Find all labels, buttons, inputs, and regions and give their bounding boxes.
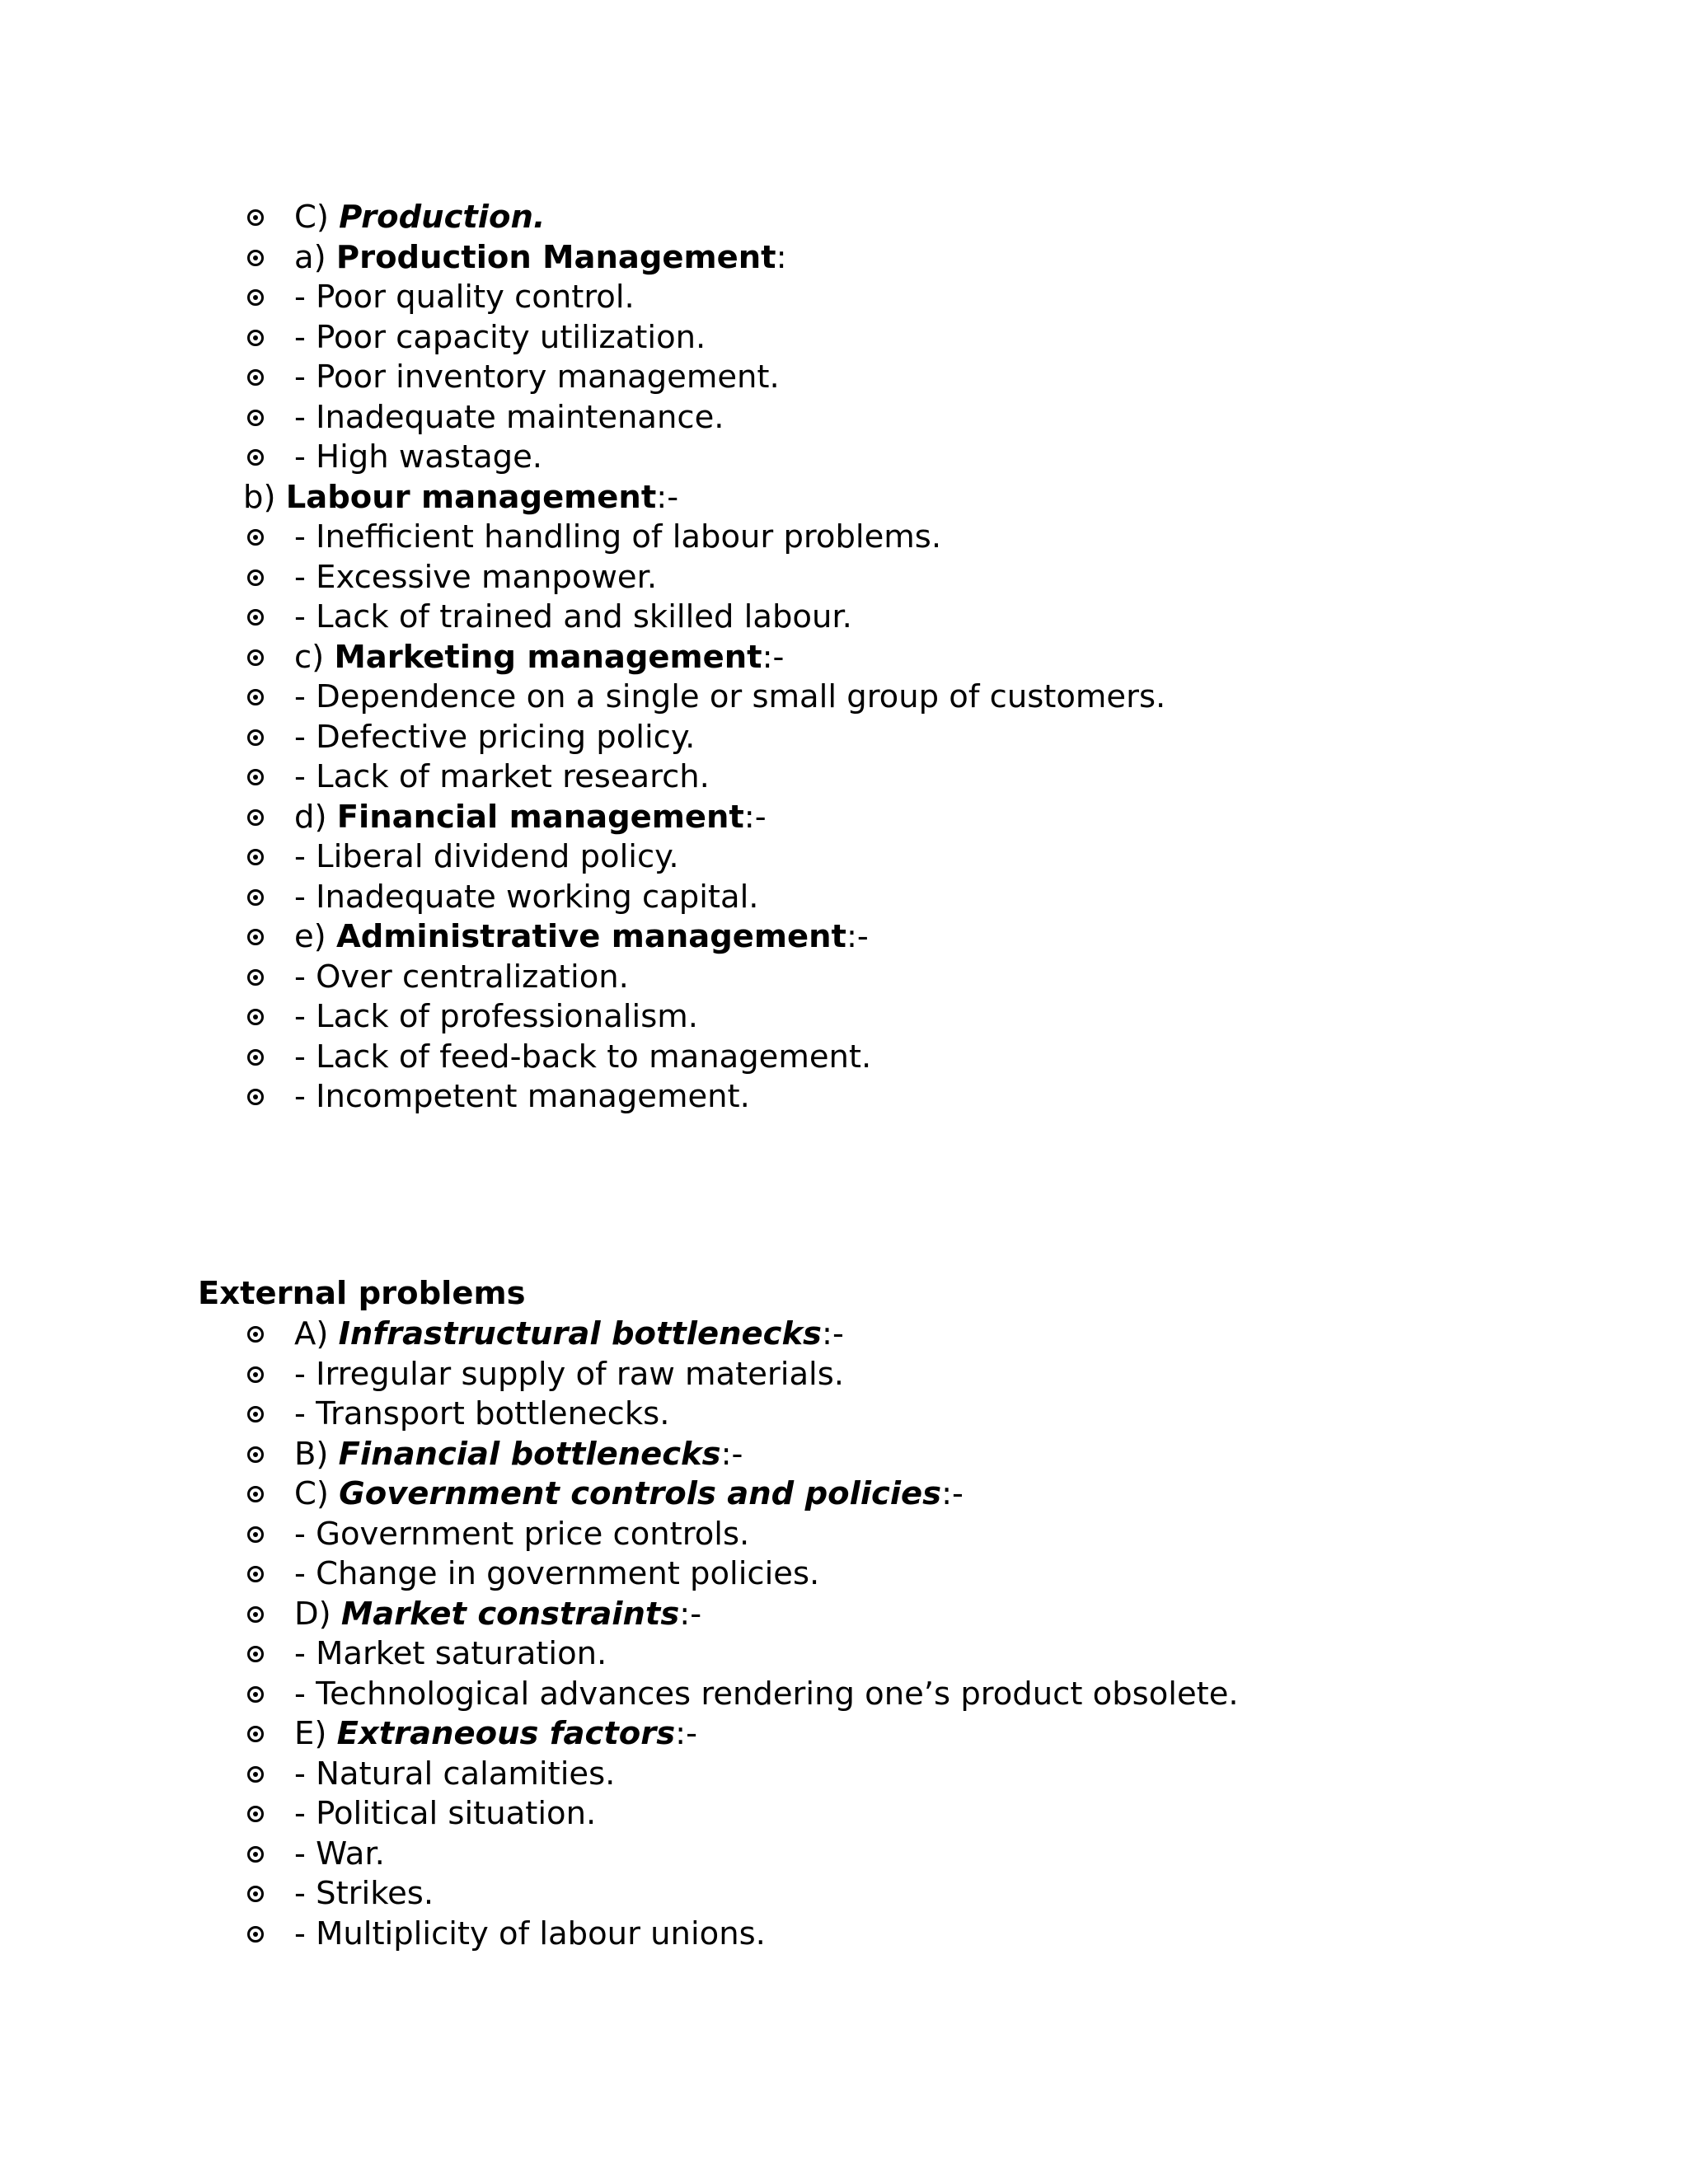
circle-bullet-icon <box>247 1009 264 1025</box>
list-item-text <box>294 1355 844 1395</box>
item-prefix: - Defective pricing policy. <box>294 718 696 756</box>
circle-bullet-icon <box>247 769 264 785</box>
circle-bullet-icon <box>247 929 264 945</box>
circle-bullet-icon <box>247 250 264 266</box>
item-prefix: - War. <box>294 1835 385 1872</box>
list-item <box>0 958 1688 998</box>
circle-bullet-icon <box>247 889 264 906</box>
list-item-text <box>294 757 710 798</box>
item-prefix: - Liberal dividend policy. <box>294 838 679 875</box>
item-suffix: :- <box>679 1595 702 1633</box>
circle-bullet-icon <box>247 1526 264 1543</box>
item-prefix: - Change in government policies. <box>294 1555 820 1592</box>
item-prefix: - Multiplicity of labour unions. <box>294 1915 766 1952</box>
circle-bullet-icon <box>247 849 264 865</box>
item-prefix: - Lack of market research. <box>294 758 710 795</box>
list-item-text <box>294 438 542 478</box>
circle-bullet-icon <box>247 1566 264 1582</box>
circle-bullet-icon <box>247 1766 264 1783</box>
list-item <box>0 1915 1688 1955</box>
list-item-text <box>294 598 852 638</box>
item-heading: Production Management <box>335 238 776 276</box>
item-heading: Government controls and policies <box>339 1475 942 1512</box>
item-heading: Marketing management <box>334 638 762 676</box>
item-prefix: - Inadequate maintenance. <box>294 398 724 436</box>
item-prefix: - Irregular supply of raw materials. <box>294 1355 845 1393</box>
list-item <box>0 398 1688 438</box>
list-item <box>0 1634 1688 1675</box>
list-item <box>0 518 1688 558</box>
circle-bullet-icon <box>247 529 264 546</box>
item-prefix: - Market saturation. <box>294 1635 607 1672</box>
list-item-text <box>294 1474 964 1515</box>
circle-bullet-icon <box>247 330 264 346</box>
item-suffix: :- <box>720 1435 743 1473</box>
list-item-text <box>294 1038 871 1078</box>
list-item <box>0 1595 1688 1635</box>
circle-bullet-icon <box>247 969 264 986</box>
list-item-text <box>294 1077 750 1118</box>
list-item <box>0 1755 1688 1795</box>
list-item <box>0 997 1688 1038</box>
item-prefix: D) <box>294 1595 341 1633</box>
list-item-text <box>294 1435 743 1475</box>
item-heading: Financial management <box>336 798 744 836</box>
item-prefix: - Government price controls. <box>294 1515 750 1553</box>
item-prefix: - Poor capacity utilization. <box>294 318 706 356</box>
item-prefix: C) <box>294 1475 340 1512</box>
item-heading: Infrastructural bottlenecks <box>338 1315 822 1352</box>
list-item <box>0 558 1688 598</box>
item-prefix: e) <box>294 918 336 955</box>
list-item-text <box>294 1554 819 1595</box>
circle-bullet-icon <box>247 729 264 746</box>
external-problems-list <box>0 1315 1688 1954</box>
circle-bullet-icon <box>247 1446 264 1463</box>
internal-problems-list <box>0 198 1688 1118</box>
item-prefix: - Excessive manpower. <box>294 558 658 596</box>
list-item <box>0 318 1688 359</box>
list-item <box>0 438 1688 478</box>
item-prefix: B) <box>294 1435 339 1473</box>
circle-bullet-icon <box>247 1886 264 1902</box>
list-item-text <box>294 1915 766 1955</box>
list-item <box>0 1794 1688 1835</box>
list-item <box>0 278 1688 318</box>
list-item-text <box>294 318 706 359</box>
list-item <box>0 878 1688 918</box>
item-prefix: C) <box>294 199 340 236</box>
circle-bullet-icon <box>247 369 264 386</box>
list-item-text <box>294 1835 385 1875</box>
item-suffix: :- <box>941 1475 964 1512</box>
item-prefix: - Dependence on a single or small group of customers. <box>294 678 1166 715</box>
item-prefix: - Transport bottlenecks. <box>294 1395 670 1432</box>
item-prefix: c) <box>294 638 335 676</box>
list-item <box>0 1835 1688 1875</box>
circle-bullet-icon <box>247 410 264 426</box>
list-item <box>0 1315 1688 1355</box>
item-prefix: - Inadequate working capital. <box>294 878 759 916</box>
list-item <box>0 1038 1688 1078</box>
item-prefix: - Natural calamities. <box>294 1755 616 1793</box>
circle-bullet-icon <box>247 1326 264 1343</box>
list-item <box>0 358 1688 398</box>
circle-bullet-icon <box>247 1726 264 1742</box>
circle-bullet-icon <box>247 1606 264 1623</box>
list-item-text <box>294 238 787 279</box>
list-item <box>0 1474 1688 1515</box>
item-prefix: a) <box>294 238 336 276</box>
circle-bullet-icon <box>247 1089 264 1105</box>
list-item <box>0 598 1688 638</box>
list-item <box>0 198 1688 238</box>
item-prefix: - Political situation. <box>294 1795 597 1832</box>
list-item-text <box>294 878 759 918</box>
list-item-text <box>294 1394 669 1435</box>
item-prefix: A) <box>294 1315 339 1352</box>
list-item <box>0 1077 1688 1118</box>
circle-bullet-icon <box>247 209 264 226</box>
circle-bullet-icon <box>247 289 264 306</box>
item-suffix: :- <box>846 918 869 955</box>
list-item <box>0 798 1688 838</box>
list-item-text <box>294 677 1165 718</box>
item-prefix: - Poor inventory management. <box>294 359 780 396</box>
list-item-text <box>294 837 679 878</box>
circle-bullet-icon <box>247 449 264 466</box>
item-heading: Financial bottlenecks <box>338 1435 721 1473</box>
item-suffix: :- <box>762 638 785 676</box>
list-item <box>0 1874 1688 1915</box>
item-heading: Extraneous factors <box>336 1715 676 1752</box>
item-heading: Labour management <box>285 478 657 516</box>
item-prefix: - Lack of trained and skilled labour. <box>294 598 852 635</box>
circle-bullet-icon <box>247 1366 264 1383</box>
item-prefix: - Inefficient handling of labour problems. <box>294 518 942 555</box>
list-item <box>0 1394 1688 1435</box>
list-item <box>0 1714 1688 1755</box>
item-prefix: - Lack of professionalism. <box>294 998 698 1035</box>
item-prefix: - Strikes. <box>294 1875 434 1912</box>
item-heading: Production. <box>339 199 546 236</box>
list-item <box>0 1355 1688 1395</box>
list-item-text <box>294 997 698 1038</box>
list-item-text <box>294 278 635 318</box>
list-item <box>0 718 1688 758</box>
list-item-text <box>294 1794 596 1835</box>
item-prefix: - Poor quality control. <box>294 279 635 316</box>
list-item-text <box>294 1675 1239 1715</box>
item-heading: Administrative management <box>335 918 846 955</box>
list-item-text <box>294 1634 607 1675</box>
item-prefix: b) <box>243 478 286 516</box>
list-item-text <box>294 638 784 678</box>
list-item-text <box>294 958 629 998</box>
item-suffix: :- <box>821 1315 844 1352</box>
list-item <box>0 238 1688 279</box>
list-item-text <box>294 917 869 958</box>
item-prefix: - Incompetent management. <box>294 1078 750 1115</box>
list-item-text <box>294 1714 697 1755</box>
list-item-text <box>294 518 941 558</box>
list-item-text <box>294 198 546 238</box>
item-suffix: : <box>776 238 787 276</box>
item-suffix: :- <box>743 798 767 836</box>
list-item <box>0 677 1688 718</box>
list-item <box>0 1554 1688 1595</box>
circle-bullet-icon <box>247 569 264 586</box>
list-item-text <box>294 798 767 838</box>
circle-bullet-icon <box>247 1806 264 1822</box>
item-prefix: - High wastage. <box>294 438 543 476</box>
list-item <box>0 1435 1688 1475</box>
circle-bullet-icon <box>247 649 264 666</box>
list-item <box>0 917 1688 958</box>
item-prefix: - Technological advances rendering one’s product obsolete. <box>294 1675 1239 1713</box>
list-item-text <box>294 358 780 398</box>
list-item-text <box>294 1874 434 1915</box>
item-suffix: :- <box>656 478 679 516</box>
list-item-text <box>294 1595 701 1635</box>
list-item-text <box>294 718 695 758</box>
circle-bullet-icon <box>247 689 264 705</box>
list-item-text <box>294 558 657 598</box>
circle-bullet-icon <box>247 809 264 826</box>
list-item-text <box>243 478 678 518</box>
list-item <box>0 478 1688 518</box>
external-problems-heading: External problems <box>198 1275 526 1312</box>
list-item <box>0 638 1688 678</box>
circle-bullet-icon <box>247 1406 264 1422</box>
circle-bullet-icon <box>247 1926 264 1943</box>
item-prefix: - Lack of feed-back to management. <box>294 1038 872 1076</box>
item-prefix: - Over centralization. <box>294 958 629 996</box>
list-item-text <box>294 1755 615 1795</box>
list-item <box>0 837 1688 878</box>
item-prefix: d) <box>294 798 337 836</box>
circle-bullet-icon <box>247 1686 264 1703</box>
item-suffix: :- <box>675 1715 697 1752</box>
circle-bullet-icon <box>247 1486 264 1502</box>
list-item-text <box>294 398 724 438</box>
circle-bullet-icon <box>247 1846 264 1863</box>
list-item <box>0 1515 1688 1555</box>
circle-bullet-icon <box>247 1049 264 1066</box>
item-prefix: E) <box>294 1715 337 1752</box>
list-item <box>0 1675 1688 1715</box>
list-item-text <box>294 1515 749 1555</box>
list-item-text <box>294 1315 844 1355</box>
circle-bullet-icon <box>247 1646 264 1662</box>
list-item <box>0 757 1688 798</box>
item-heading: Market constraints <box>340 1595 680 1633</box>
circle-bullet-icon <box>247 609 264 626</box>
